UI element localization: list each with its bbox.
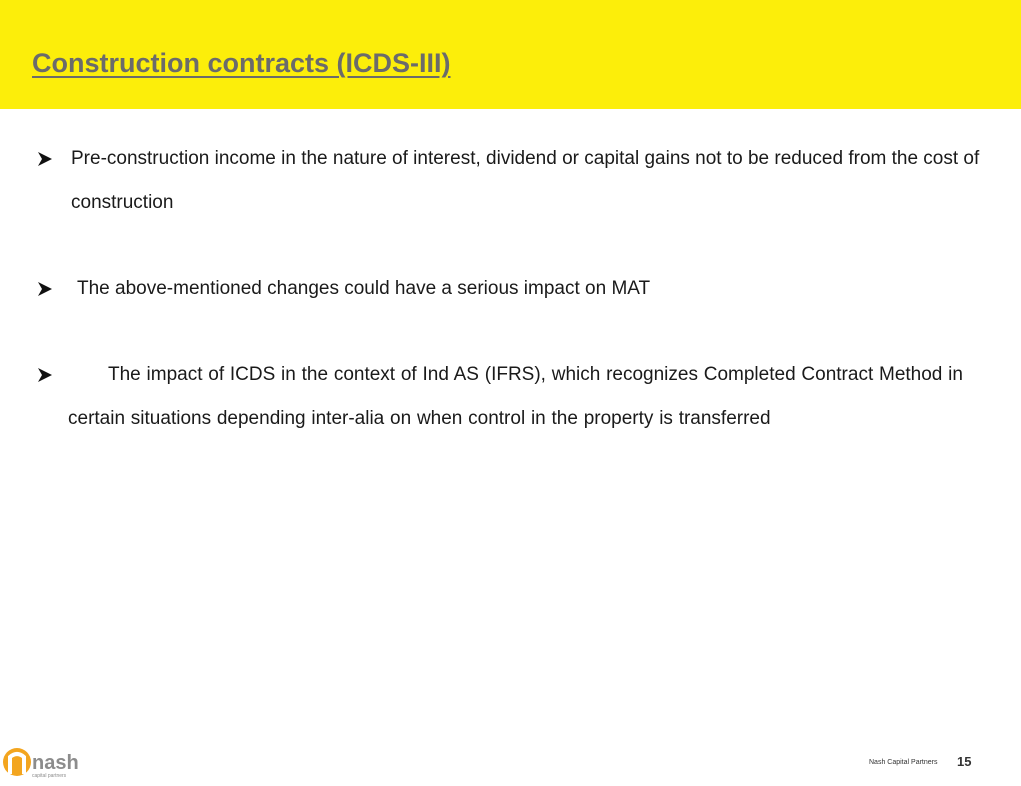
footer-credit: Nash Capital Partners — [869, 759, 938, 766]
bullet-text: Pre-construction income in the nature of interest, dividend or capital gains not to be reduced from the cost of construction — [71, 148, 980, 213]
bullet-item — [37, 353, 1017, 441]
bullet-text: The impact of ICDS in the context of Ind AS (IFRS), which recognizes Completed Contract Method in certain situations depending inter-alia on when control in the property is transferred — [68, 364, 963, 429]
arrowhead-bullet-icon — [37, 137, 59, 181]
arrowhead-bullet-icon — [37, 267, 59, 311]
nash-logo — [0, 742, 100, 781]
logo-wordmark: nash — [32, 752, 79, 774]
bullet-item — [37, 137, 982, 225]
page-number: 15 — [957, 754, 972, 769]
logo-tagline: capital partners — [32, 773, 67, 779]
arrowhead-bullet-icon — [37, 353, 59, 397]
slide-title: Construction contracts (ICDS-III) — [32, 48, 451, 78]
bullet-text: The above-mentioned changes could have a serious impact on MAT — [77, 278, 651, 299]
bullet-item — [37, 267, 982, 311]
